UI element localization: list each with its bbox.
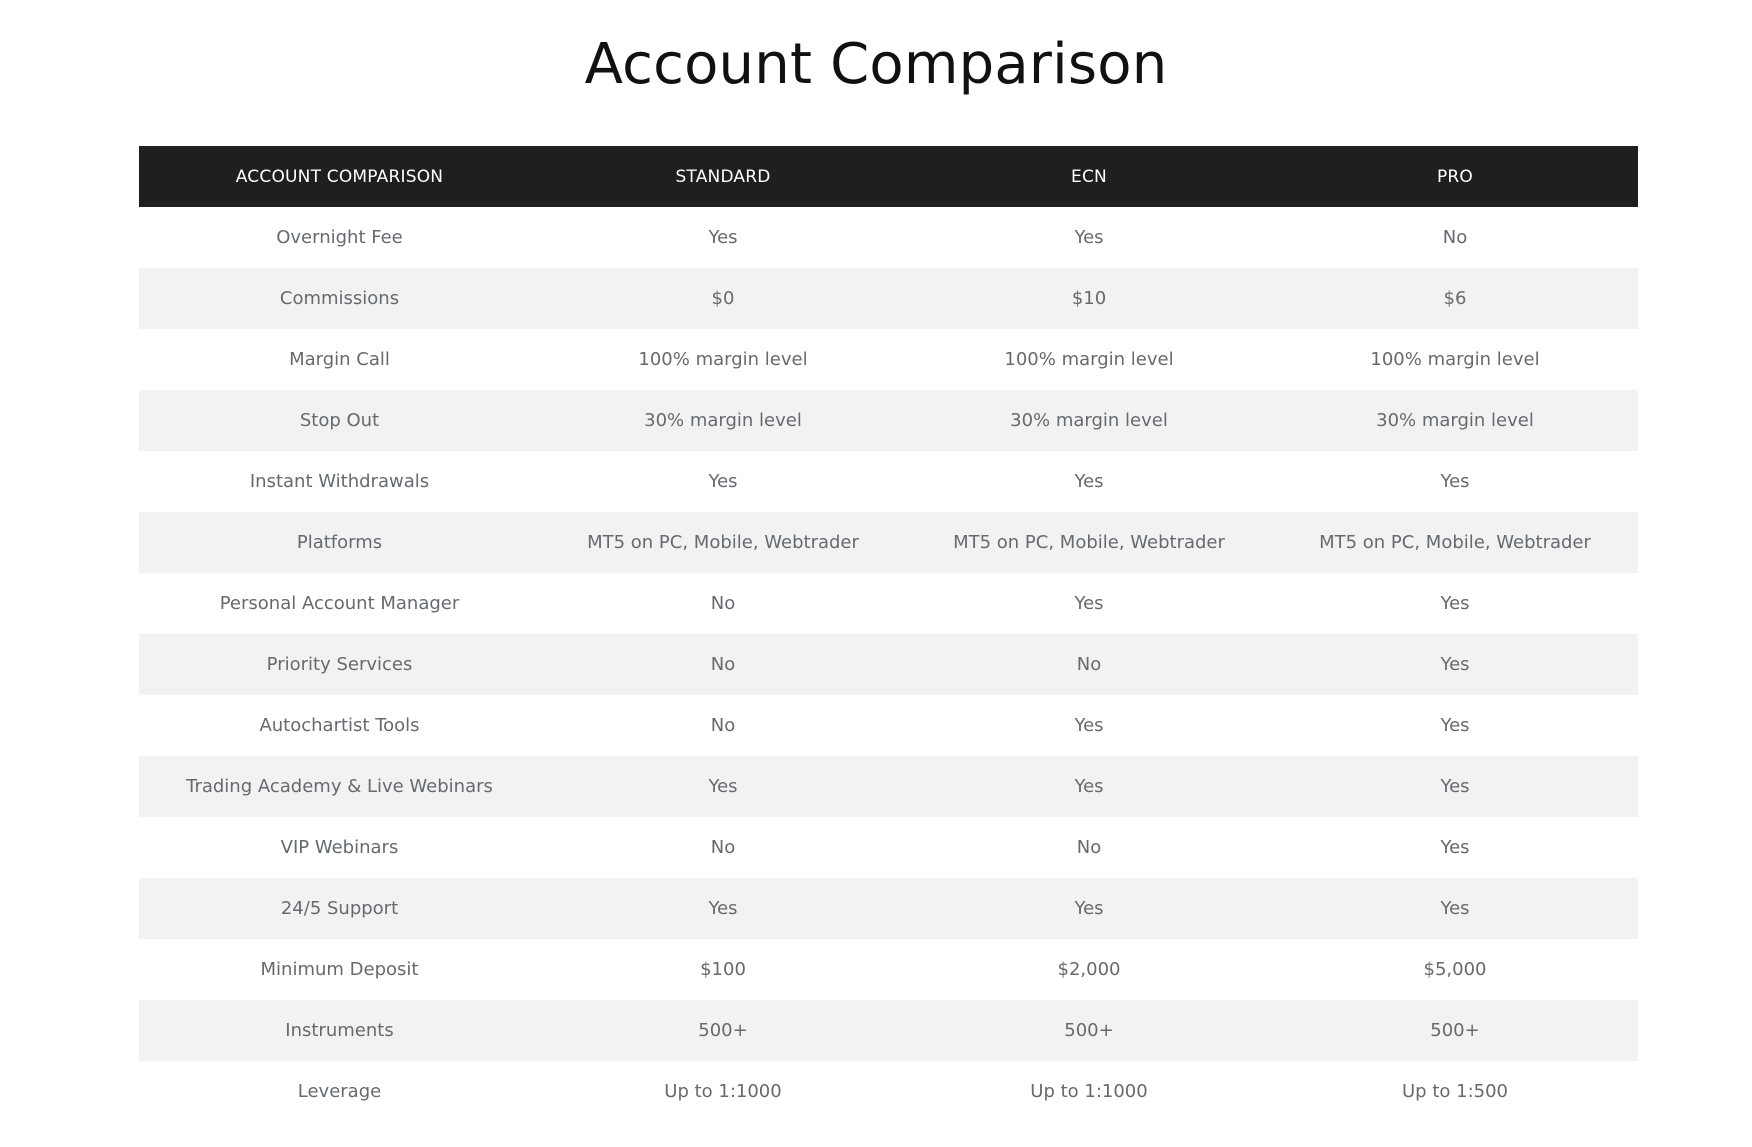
row-label: Overnight Fee <box>276 227 403 248</box>
ecn-cell: Yes <box>1074 227 1104 248</box>
ecn-cell: No <box>1076 837 1102 858</box>
row-label: VIP Webinars <box>280 837 399 858</box>
table-row <box>139 390 1638 451</box>
table-row <box>139 1061 1638 1122</box>
ecn-cell: Yes <box>1074 776 1104 797</box>
ecn-cell: Up to 1:1000 <box>1030 1081 1148 1102</box>
table-row <box>139 512 1638 573</box>
standard-cell: Up to 1:1000 <box>664 1081 782 1102</box>
pro-cell: Yes <box>1440 471 1470 492</box>
standard-cell: $0 <box>711 288 735 309</box>
table-row <box>139 939 1638 1000</box>
table-row <box>139 329 1638 390</box>
ecn-cell: $2,000 <box>1057 959 1121 980</box>
pro-cell: 30% margin level <box>1376 410 1534 431</box>
table-row <box>139 207 1638 268</box>
ecn-cell: 500+ <box>1064 1020 1114 1041</box>
header-feature: ACCOUNT COMPARISON <box>235 166 444 187</box>
row-label: Commissions <box>279 288 400 309</box>
row-label: Platforms <box>296 532 383 553</box>
row-label: Instant Withdrawals <box>249 471 430 492</box>
header-standard: STANDARD <box>675 166 771 187</box>
pro-cell: Yes <box>1440 715 1470 736</box>
standard-cell: No <box>710 837 736 858</box>
ecn-cell: MT5 on PC, Mobile, Webtrader <box>953 532 1225 553</box>
header-ecn: ECN <box>1071 166 1107 187</box>
pro-cell: Yes <box>1440 776 1470 797</box>
row-label: Instruments <box>285 1020 394 1041</box>
pro-cell: $6 <box>1443 288 1467 309</box>
row-label: 24/5 Support <box>280 898 399 919</box>
standard-cell: Yes <box>708 471 738 492</box>
table-row <box>139 634 1638 695</box>
ecn-cell: 30% margin level <box>1010 410 1168 431</box>
table-row <box>139 451 1638 512</box>
table-header <box>139 146 1638 207</box>
standard-cell: No <box>710 715 736 736</box>
pro-cell: Yes <box>1440 593 1470 614</box>
table-row <box>139 817 1638 878</box>
pro-cell: No <box>1442 227 1468 248</box>
table-row <box>139 1000 1638 1061</box>
table-row <box>139 695 1638 756</box>
ecn-cell: Yes <box>1074 898 1104 919</box>
standard-cell: 30% margin level <box>644 410 802 431</box>
table-row <box>139 878 1638 939</box>
header-pro: PRO <box>1436 166 1474 187</box>
pro-cell: Up to 1:500 <box>1402 1081 1508 1102</box>
standard-cell: MT5 on PC, Mobile, Webtrader <box>587 532 859 553</box>
row-label: Autochartist Tools <box>259 715 420 736</box>
page-title: Account Comparison <box>584 32 1168 97</box>
standard-cell: Yes <box>708 898 738 919</box>
header-row <box>139 146 1638 207</box>
pro-cell: Yes <box>1440 898 1470 919</box>
standard-cell: No <box>710 654 736 675</box>
ecn-cell: No <box>1076 654 1102 675</box>
ecn-cell: Yes <box>1074 715 1104 736</box>
pro-cell: Yes <box>1440 654 1470 675</box>
row-label: Personal Account Manager <box>219 593 460 614</box>
row-label: Priority Services <box>266 654 413 675</box>
table-row <box>139 268 1638 329</box>
table-row <box>139 756 1638 817</box>
pro-cell: MT5 on PC, Mobile, Webtrader <box>1319 532 1591 553</box>
ecn-cell: $10 <box>1071 288 1107 309</box>
ecn-cell: Yes <box>1074 593 1104 614</box>
row-label: Trading Academy & Live Webinars <box>186 776 493 797</box>
pro-cell: Yes <box>1440 837 1470 858</box>
pro-cell: 500+ <box>1430 1020 1480 1041</box>
ecn-cell: Yes <box>1074 471 1104 492</box>
standard-cell: 100% margin level <box>638 349 808 370</box>
row-label: Margin Call <box>289 349 390 370</box>
standard-cell: Yes <box>708 776 738 797</box>
row-label: Minimum Deposit <box>260 959 419 980</box>
account-comparison-table <box>139 146 1638 1122</box>
standard-cell: No <box>710 593 736 614</box>
pro-cell: 100% margin level <box>1370 349 1540 370</box>
row-label: Leverage <box>297 1081 382 1102</box>
standard-cell: Yes <box>708 227 738 248</box>
standard-cell: 500+ <box>698 1020 748 1041</box>
table-body <box>139 207 1638 1122</box>
pro-cell: $5,000 <box>1423 959 1487 980</box>
ecn-cell: 100% margin level <box>1004 349 1174 370</box>
standard-cell: $100 <box>700 959 746 980</box>
table-row <box>139 573 1638 634</box>
row-label: Stop Out <box>299 410 380 431</box>
